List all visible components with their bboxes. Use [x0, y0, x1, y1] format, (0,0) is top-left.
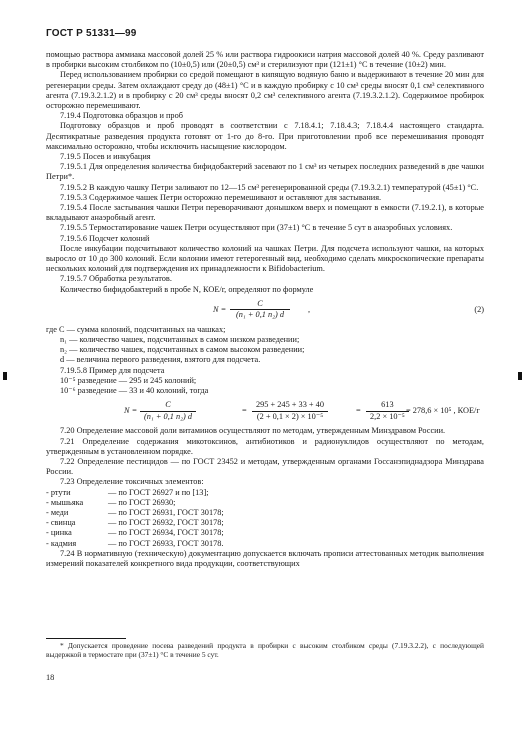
definition: n₁ — количество чашек, подсчитанных в самом низком разведении;	[60, 335, 300, 345]
formula-tail: ,	[308, 304, 311, 314]
calc-numerator: C	[165, 400, 171, 410]
list-item	[46, 518, 484, 528]
formula-lhs: N =	[213, 304, 227, 314]
paragraph: Количество бифидобактерий в пробе N, КОЕ/г, определяют по формуле	[60, 284, 314, 294]
list-item	[46, 539, 484, 549]
section-heading: 7.19.5 Посев и инкубация	[60, 152, 151, 162]
paragraph: 7.21 Определение содержания микотоксинов, антибиотиков и радионуклидов осуществляют по методам, утвержденным в установленном порядке.	[46, 436, 484, 456]
section-heading: 7.23 Определение токсичных элементов:	[60, 477, 204, 487]
paragraph: После инкубации подсчитывают количество колоний на чашках Петри. Для подсчета используют чашки, на которых выросло от 10 до 300 колоний. Если колонии имеют гетерогенный вид, необходимо сделать микроскопические препараты нескольких колоний для подтверждения их принадлежности к Bifidobacterium.	[46, 243, 484, 274]
element-name: - ртути	[46, 487, 71, 497]
list-item	[46, 498, 484, 508]
formula-number: (2)	[474, 304, 484, 314]
element-method: — по ГОСТ 26927 и по [13];	[108, 487, 209, 497]
element-name: - кадмия	[46, 538, 77, 548]
formula-2	[46, 297, 484, 323]
section-heading: 7.19.4 Подготовка образцов и проб	[60, 111, 183, 121]
paragraph: 7.19.5.3 Содержимое чашек Петри осторожно перемешивают и оставляют для застывания.	[60, 192, 382, 202]
footnote: * Допускается проведение посева разведений продукта в пробирки с высоким столбиком среды (7.19.3.2.2), с последующей выдержкой в термостате при (37±1) °С в течение 5 сут.	[46, 641, 484, 660]
section-heading: 7.19.5.7 Обработка результатов.	[60, 274, 172, 284]
element-name: - меди	[46, 507, 69, 517]
page-header-standard-number: ГОСТ Р 51331—99	[46, 28, 137, 39]
paragraph: 7.20 Определение массовой доли витаминов осуществляют по методам, утвержденным Минздравом России.	[60, 426, 446, 436]
scan-registration-mark-right	[518, 372, 522, 380]
toxic-elements-list	[46, 488, 484, 549]
calc-fraction-evaluated	[366, 400, 409, 421]
paragraph: 7.24 В нормативную (техническую) документацию допускается включать прописи аттестованных методик выполнения измерений показателей конкретного вида продукции, соответствующих	[46, 548, 484, 568]
definition: n₂ — количество чашек, подсчитанных в самом высоком разведении;	[60, 345, 305, 355]
paragraph: Подготовку образцов и проб проводят в соответствии с 7.18.4.1; 7.18.4.3; 7.18.4.4 настоящего стандарта. Десятикратные разведения продукта готовят от 1-го до 8-го. При приготовлении проб все перемешивания проводят максимально осторожно, чтобы исключить насыщение кислородом.	[46, 121, 484, 151]
scan-registration-mark-left	[3, 372, 7, 380]
calc-numerator: 613	[381, 400, 394, 410]
paragraph: 7.22 Определение пестицидов — по ГОСТ 23452 и методам, утвержденным органами Госсанэпиднадзора Минздрава России.	[46, 456, 484, 477]
paragraph: 7.19.5.4 После застывания чашки Петри переворачивают донышком вверх и помещают в емкости (7.19.2.1), в которые вкладывают анаэробный агент.	[46, 203, 484, 223]
element-method: — по ГОСТ 26931, ГОСТ 30178;	[108, 507, 224, 517]
equals-sign: =	[242, 406, 247, 416]
paragraph: 7.19.5.5 Термостатирование чашек Петри осуществляют при (37±1) °С в течение 5 сут в анаэробных условиях.	[60, 223, 453, 233]
worked-calculation	[46, 398, 484, 424]
formula-definitions	[46, 325, 484, 366]
formula-numerator: C	[257, 298, 263, 308]
element-method: — по ГОСТ 26930;	[108, 497, 176, 507]
example-line: 10⁻⁵ разведение — 295 и 245 колоний;	[60, 375, 197, 385]
paragraph: Перед использованием пробирки со средой помещают в кипящую водяную баню и выдерживают в течение 20 мин для регенерации среды. Затем охлаждают среду до (48±1) °С и в каждую пробирку с 10 см³ среды вносят 0,1 см³ селективного агента (7.19.3.2.1.2) и в пробирку с 20 см³ среды вносят 0,2 см³ селективного агента (7.19.3.2.1.2). Содержимое пробирок осторожно перемешивают.	[46, 70, 484, 111]
example-line: 10⁻⁶ разведение — 33 и 40 колоний, тогда	[60, 386, 209, 396]
element-name: - цинка	[46, 528, 72, 538]
element-method: — по ГОСТ 26934, ГОСТ 30178;	[108, 528, 224, 538]
calc-denominator: (2 + 0,1 × 2) × 10⁻⁵	[252, 411, 328, 422]
calc-denominator: (n₁ + 0,1 n₂) d	[140, 411, 196, 422]
calc-denominator: 2,2 × 10⁻⁵	[366, 411, 409, 422]
element-method: — по ГОСТ 26933, ГОСТ 30178.	[108, 538, 224, 548]
formula-fraction	[230, 299, 290, 320]
body-text	[46, 50, 484, 569]
paragraph: помощью раствора аммиака массовой долей 25 % или раствора гидроокиси натрия массовой долей 40 %. Среду разливают в пробирки высоким столбиком по (10±0,5) или (20±0,5) см³ и стерилизуют при (121±1) °С в течение (10±2) мин.	[46, 50, 484, 70]
list-item	[46, 488, 484, 498]
definition: d — величина первого разведения, взятого для подсчета.	[60, 355, 261, 365]
equals-sign: =	[356, 406, 361, 416]
list-item	[46, 508, 484, 518]
footnote-divider	[46, 638, 126, 639]
definition: где C — сумма колоний, подсчитанных на чашках;	[46, 324, 226, 334]
calc-numerator: 295 + 245 + 33 + 40	[256, 400, 324, 410]
list-item	[46, 528, 484, 538]
section-heading: 7.19.5.8 Пример для подсчета	[60, 365, 165, 375]
calc-lhs: N =	[124, 406, 138, 416]
formula-denominator: (n₁ + 0,1 n₂) d	[230, 309, 290, 320]
calc-fraction-substituted	[252, 400, 328, 421]
element-name: - свинца	[46, 518, 76, 528]
paragraph: 7.19.5.2 В каждую чашку Петри заливают по 12—15 см³ регенерированной среды (7.19.3.2.1) температурой (45±1) °С.	[60, 182, 479, 192]
calc-result: = 278,6 × 10⁵ , КОЕ/г	[406, 406, 480, 416]
paragraph: 7.19.5.1 Для определения количества бифидобактерий засевают по 1 см³ из четырех последних разведений в две чашки Петри*.	[46, 162, 484, 182]
element-method: — по ГОСТ 26932, ГОСТ 30178;	[108, 518, 224, 528]
section-heading: 7.19.5.6 Подсчет колоний	[60, 233, 150, 243]
calc-fraction-symbolic	[140, 400, 196, 421]
page-number: 18	[46, 673, 55, 682]
element-name: - мышьяка	[46, 497, 84, 507]
